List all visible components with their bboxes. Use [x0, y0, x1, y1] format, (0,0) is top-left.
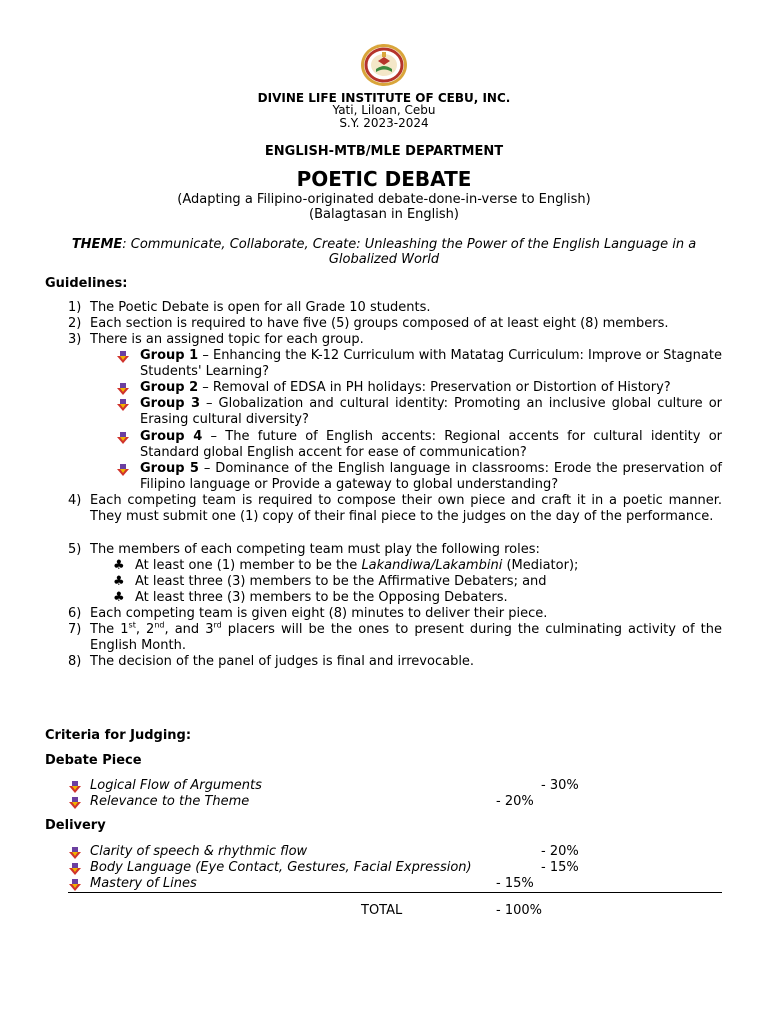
criterion-value: - 15% [496, 876, 534, 891]
down-arrow-bullet-icon [117, 432, 129, 444]
total-value: - 100% [496, 903, 542, 918]
item-number: 5) [68, 542, 82, 557]
role-item: At least three (3) members to be the Affirmative Debaters; and [135, 574, 547, 589]
down-arrow-bullet-icon [69, 863, 81, 875]
guideline-item: The decision of the panel of judges is final and irrevocable. [90, 654, 475, 669]
debate-piece-heading: Debate Piece [45, 753, 142, 768]
school-seal-icon [359, 43, 409, 87]
guideline-item: Each competing team is given eight (8) minutes to deliver their piece. [90, 606, 548, 621]
criterion-value: - 30% [541, 778, 579, 793]
down-arrow-bullet-icon [69, 879, 81, 891]
text-part: , 2 [135, 622, 155, 637]
criterion-label: Body Language (Eye Contact, Gestures, Facial Expression) [90, 860, 472, 875]
criterion-value: - 15% [541, 860, 579, 875]
role-item: At least three (3) members to be the Opposing Debaters. [135, 590, 508, 605]
down-arrow-bullet-icon [117, 464, 129, 476]
group-topic-text: – The future of English accents: Regional accents for cultural identity or Standard global English accent for ease of communication? [140, 429, 722, 460]
theme-text-1: : Communicate, Collaborate, Create: Unleashing the Power of the English Language in a [122, 237, 697, 252]
item-number: 2) [68, 316, 82, 331]
criteria-heading: Criteria for Judging: [45, 728, 192, 743]
role-item [135, 558, 578, 574]
item-number: 3) [68, 332, 82, 347]
institution-name: DIVINE LIFE INSTITUTE OF CEBU, INC. [257, 91, 511, 105]
down-arrow-bullet-icon [117, 399, 129, 411]
group-name: Group 1 [140, 348, 199, 363]
guideline-item [90, 622, 722, 654]
department-name: ENGLISH-MTB/MLE DEPARTMENT [264, 144, 504, 159]
down-arrow-bullet-icon [69, 797, 81, 809]
down-arrow-bullet-icon [117, 383, 129, 395]
guideline-item: Each competing team is required to compose their own piece and craft it in a poetic manner. They must submit one (1) copy of their final piece to the judges on the day of the performance. [90, 493, 722, 524]
guideline-item: Each section is required to have five (5) groups composed of at least eight (8) members. [90, 316, 669, 331]
group-topic-2 [140, 380, 722, 396]
role-text: At least one (1) member to be the [135, 558, 362, 573]
down-arrow-bullet-icon [117, 351, 129, 363]
criterion-label: Mastery of Lines [90, 876, 197, 891]
subtitle-balagtasan: (Balagtasan in English) [309, 207, 459, 222]
group-name: Group 2 [140, 380, 199, 395]
criterion-label: Relevance to the Theme [90, 794, 250, 809]
ordinal-suffix: st [128, 620, 136, 630]
group-topic-text: – Globalization and cultural identity: Promoting an inclusive global culture or Erasing cultural diversity? [140, 396, 722, 427]
criterion-label: Logical Flow of Arguments [90, 778, 262, 793]
group-topic-1 [140, 348, 722, 380]
ordinal-suffix: nd [154, 620, 165, 630]
text-part: placers will be the ones to present during the culminating activity of the English Month. [90, 622, 722, 653]
club-suit-icon: ♣ [113, 574, 125, 589]
criterion-value: - 20% [496, 794, 534, 809]
guideline-item: The Poetic Debate is open for all Grade 10 students. [90, 300, 431, 315]
group-topic-5 [140, 461, 722, 493]
total-divider [68, 892, 722, 893]
guideline-item: There is an assigned topic for each group. [90, 332, 364, 347]
group-topic-text: – Enhancing the K-12 Curriculum with Matatag Curriculum: Improve or Stagnate Students' Learning? [140, 348, 722, 379]
theme-line-1 [0, 237, 768, 253]
club-suit-icon: ♣ [113, 590, 125, 605]
down-arrow-bullet-icon [69, 847, 81, 859]
role-emphasis: Lakandiwa/Lakambini [361, 558, 503, 573]
group-topic-text: – Dominance of the English language in classrooms: Erode the preservation of Filipino language or Provide a gateway to global understanding? [140, 461, 722, 492]
guidelines-heading: Guidelines: [45, 276, 128, 291]
item-number: 6) [68, 606, 82, 621]
club-suit-icon: ♣ [113, 558, 125, 573]
role-text-end: (Mediator); [502, 558, 579, 573]
group-name: Group 5 [140, 461, 199, 476]
school-year: S.Y. 2023-2024 [339, 116, 429, 130]
item-number: 8) [68, 654, 82, 669]
text-part: , and 3 [164, 622, 214, 637]
item-number: 1) [68, 300, 82, 315]
group-topic-text: – Removal of EDSA in PH holidays: Preservation or Distortion of History? [198, 380, 671, 395]
item-number: 7) [68, 622, 82, 637]
theme-label: THEME [71, 237, 123, 252]
school-address: Yati, Liloan, Cebu [332, 103, 436, 117]
theme-line-2: Globalized World [328, 252, 440, 267]
page-title: POETIC DEBATE [296, 167, 472, 191]
item-number: 4) [68, 493, 82, 508]
down-arrow-bullet-icon [69, 781, 81, 793]
group-name: Group 3 [140, 396, 201, 411]
subtitle-adaptation: (Adapting a Filipino-originated debate-done-in-verse to English) [177, 192, 591, 207]
total-label: TOTAL [361, 903, 403, 918]
group-name: Group 4 [140, 429, 203, 444]
delivery-heading: Delivery [45, 818, 106, 833]
group-topic-4 [140, 429, 722, 461]
guideline-item: The members of each competing team must play the following roles: [90, 542, 540, 557]
ordinal-suffix: rd [213, 620, 222, 630]
text-part: The 1 [90, 622, 129, 637]
group-topic-3 [140, 396, 722, 428]
criterion-label: Clarity of speech & rhythmic flow [90, 844, 308, 859]
criterion-value: - 20% [541, 844, 579, 859]
